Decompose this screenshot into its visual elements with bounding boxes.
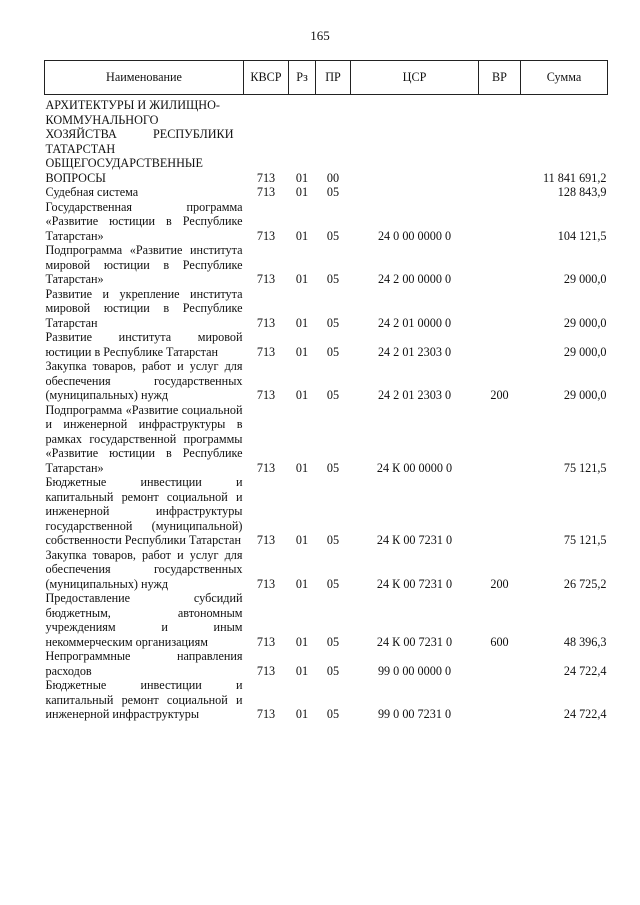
heading-word: РЕСПУБЛИКИ [153,127,234,141]
row-vr [479,678,521,722]
row-rz: 01 [295,533,309,547]
header-vr: ВР [479,61,521,95]
header-name: Наименование [45,61,244,95]
row-kvsr: 713 [256,634,276,649]
row-vr: 200 [490,576,509,591]
row-vr: 600 [490,634,509,649]
row-rz: 01 [295,388,309,402]
row-sum: 29 000,0 [563,344,607,359]
header-sum: Сумма [521,61,608,95]
heading-word: ХОЗЯЙСТВА [45,127,117,141]
ministry-heading-row [45,95,608,157]
row-csr: 24 0 00 0000 0 [377,228,452,243]
table-row [45,287,608,331]
table-row [45,156,608,185]
row-kvsr: 713 [256,533,276,547]
table-row [45,403,608,476]
row-kvsr: 713 [256,170,276,185]
table-row [45,330,608,359]
row-pr: 05 [326,344,340,359]
row-name: Развитие института мировой юстиции в Республике Татарстан [45,330,243,359]
row-csr: 24 2 00 0000 0 [377,272,452,286]
header-rz: Рз [289,61,316,95]
row-sum: 48 396,3 [563,634,607,649]
row-csr: 24 К 00 7231 0 [376,576,453,591]
heading-line: КОММУНАЛЬНОГО [45,112,159,127]
row-name: Бюджетные инвестиции и капитальный ремонт социальной и инженерной инфраструктуры [45,678,243,721]
row-vr: 200 [490,388,509,402]
row-kvsr: 713 [256,576,276,591]
row-rz: 01 [295,707,309,721]
row-name: Закупка товаров, работ и услуг для обеспечения государственных (муниципальных) нужд [45,547,243,591]
row-rz: 01 [295,344,309,359]
row-pr: 05 [326,315,340,330]
row-pr: 05 [326,533,340,547]
row-csr [351,185,479,200]
table-header-row [45,61,608,95]
row-kvsr: 713 [256,460,276,475]
row-rz: 01 [295,460,309,475]
row-kvsr: 713 [256,185,276,199]
row-csr: 99 0 00 7231 0 [377,707,452,721]
row-csr: 24 2 01 2303 0 [377,388,452,402]
header-csr: ЦСР [351,61,479,95]
row-pr: 05 [326,707,340,721]
row-pr: 05 [326,388,340,402]
table-row [45,475,608,548]
row-name: Развитие и укрепление института мировой юстиции в Республике Татарстан [45,286,243,330]
page-number: 165 [310,28,330,43]
row-pr: 05 [326,663,340,678]
row-kvsr: 713 [256,388,276,402]
row-pr: 05 [326,576,340,591]
row-pr: 05 [326,272,340,286]
table-row [45,185,608,200]
row-vr [479,243,521,287]
table-row [45,359,608,403]
row-name: ОБЩЕГОСУДАРСТВЕННЫЕ ВОПРОСЫ [45,156,203,185]
row-vr [479,403,521,476]
row-vr [479,287,521,331]
header-pr: ПР [316,61,351,95]
header-kvsr: КВСР [244,61,289,95]
row-kvsr: 713 [256,228,276,243]
row-csr: 99 0 00 0000 0 [377,663,452,678]
row-kvsr: 713 [256,315,276,330]
row-vr [479,185,521,200]
row-pr: 05 [326,228,340,243]
row-csr: 24 2 01 0000 0 [377,315,452,330]
row-name: Государственная программа «Развитие юстиции в Республике Татарстан» [45,199,243,243]
row-pr: 05 [326,185,340,199]
table-row [45,243,608,287]
row-name: Непрограммные направления расходов [45,649,243,678]
row-pr: 05 [326,634,340,649]
ministry-heading [45,95,608,157]
row-kvsr: 713 [256,663,276,678]
row-sum: 29 000,0 [563,388,607,402]
row-name: Подпрограмма «Развитие института мировой юстиции в Республике Татарстан» [45,243,243,286]
row-vr [479,649,521,678]
row-vr [479,330,521,359]
row-sum: 24 722,4 [563,707,607,721]
table-row [45,649,608,678]
row-name: Судебная система [45,185,139,199]
row-rz: 01 [295,315,309,330]
table-row [45,678,608,722]
row-name: Закупка товаров, работ и услуг для обеспечения государственных (муниципальных) нужд [45,359,243,402]
heading-line: АРХИТЕКТУРЫ И ЖИЛИЩНО- [45,98,220,112]
row-kvsr: 713 [256,344,276,359]
row-name: Предоставление субсидий бюджетным, автономным учреждениям и иным некоммерческим организациям [45,591,243,649]
row-vr [479,156,521,185]
row-csr [351,156,479,185]
row-sum: 75 121,5 [563,460,607,475]
row-name: Подпрограмма «Развитие социальной и инженерной инфраструктуры в рамках государственной программы «Развитие юстиции в Республике Татарстан» [45,402,243,475]
row-rz: 01 [295,272,309,286]
row-rz: 01 [295,170,309,185]
table-row [45,200,608,244]
budget-table [44,60,608,722]
table-row [45,548,608,592]
row-csr: 24 К 00 7231 0 [376,634,453,649]
row-sum: 29 000,0 [563,315,607,330]
row-rz: 01 [295,663,309,678]
row-sum: 11 841 691,2 [542,170,607,185]
row-rz: 01 [295,228,309,243]
row-sum: 24 722,4 [563,663,607,678]
row-pr: 05 [326,460,340,475]
row-rz: 01 [295,185,309,199]
heading-line [46,127,234,142]
row-pr: 00 [326,170,340,185]
row-kvsr: 713 [256,707,276,721]
row-sum: 75 121,5 [563,533,607,547]
row-kvsr: 713 [256,272,276,286]
row-vr [479,475,521,548]
row-csr: 24 К 00 0000 0 [376,460,453,475]
heading-line: ТАТАРСТАН [45,141,116,156]
row-sum: 26 725,2 [563,576,607,591]
row-csr: 24 К 00 7231 0 [376,533,453,547]
row-sum: 104 121,5 [557,228,607,243]
row-name: Бюджетные инвестиции и капитальный ремонт социальной и инженерной инфраструктуры государственной (муниципальной) собственности Республики Татарстан [45,475,243,547]
row-rz: 01 [295,634,309,649]
row-sum: 128 843,9 [557,185,607,199]
row-csr: 24 2 01 2303 0 [377,344,452,359]
row-sum: 29 000,0 [563,272,607,286]
table-row [45,591,608,649]
row-vr [479,200,521,244]
row-rz: 01 [295,576,309,591]
